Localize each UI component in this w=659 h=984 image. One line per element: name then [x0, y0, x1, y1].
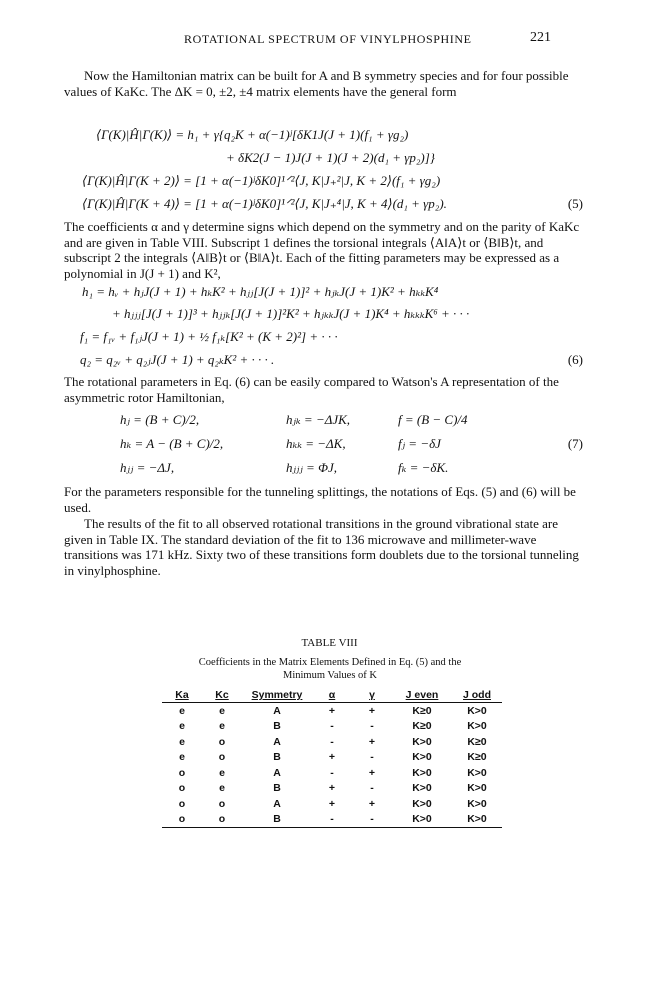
cell-alpha: - [330, 720, 334, 733]
table-subtitle-line-2: Minimum Values of K [282, 670, 377, 681]
table-row [162, 781, 502, 797]
equation-6-line-4: q₂ = q₂ᵥ + q₂ⱼJ(J + 1) + q₂ₖK² + · · · . [80, 352, 275, 367]
equation-7-r3-b: hⱼⱼⱼ = ΦJ, [286, 460, 337, 475]
table-row [162, 750, 502, 766]
cell-kc: e [219, 782, 225, 795]
col-header-gamma: γ [352, 688, 392, 703]
cell-gamma: - [352, 812, 392, 828]
cell-symmetry: A [273, 735, 281, 748]
cell-kc: o [202, 812, 242, 828]
equation-5-number: (5) [567, 196, 583, 211]
cell-symmetry: B [273, 751, 281, 764]
equation-6-number: (6) [567, 352, 583, 367]
paragraph-coefficients: The coefficients α and γ determine signs which depend on the symmetry and on the parity of KaKc and are given in Table VIII. Subscript 1 defines the torsional integrals ⟨A‖A⟩t or ⟨B‖B⟩t, and subscript 2 the integrals ⟨A‖B⟩t or ⟨B‖A⟩t. Each of the fitting parameters may be expressed as a polynomial in J(J + 1) and K², [64, 219, 580, 281]
cell-symmetry: A [273, 704, 281, 717]
cell-gamma: + [368, 797, 376, 810]
cell-kc: e [219, 704, 225, 717]
table-row [162, 703, 502, 719]
paragraph-fit-results: The results of the fit to all observed rotational transitions in the ground vibrational state are given in Table IX. The standard deviation of the fit to 136 microwave and millimeter-wave transitions was 171 kHz. Sixty two of these transitions form doublets due to the torsional tunneling in vinylphosphine. [64, 516, 579, 578]
cell-j-even: K>0 [412, 751, 432, 764]
running-title: ROTATIONAL SPECTRUM OF VINYLPHOSPHINE [184, 32, 472, 46]
col-header-ka: Ka [162, 688, 202, 703]
cell-ka: o [178, 797, 186, 810]
cell-symmetry: B [273, 720, 281, 733]
paragraph-tunneling-notation: For the parameters responsible for the tunneling splittings, the notations of Eqs. (5) and (6) will be used. [64, 484, 576, 515]
cell-gamma: - [370, 720, 374, 733]
equation-7-r1-b: hⱼₖ = −ΔJK, [286, 412, 351, 427]
cell-ka: e [179, 704, 185, 717]
cell-symmetry: B [273, 782, 281, 795]
paragraph-watson: The rotational parameters in Eq. (6) can be easily compared to Watson's A representation of the asymmetric rotor Hamiltonian, [64, 374, 559, 405]
cell-alpha: - [312, 812, 352, 828]
cell-j-odd: K>0 [452, 812, 502, 828]
cell-j-even: K>0 [392, 812, 452, 828]
table-row [162, 765, 502, 781]
col-header-alpha: α [312, 688, 352, 703]
table-row [162, 734, 502, 750]
cell-ka: o [162, 812, 202, 828]
cell-gamma: - [370, 782, 374, 795]
cell-j-even: K>0 [412, 782, 432, 795]
equation-7-r3-a: hⱼⱼ = −ΔJ, [120, 460, 175, 475]
table-row [162, 719, 502, 735]
cell-alpha: + [328, 797, 336, 810]
cell-ka: e [179, 720, 185, 733]
col-header-kc: Kc [202, 688, 242, 703]
cell-symmetry: B [242, 812, 312, 828]
cell-j-odd: K>0 [467, 782, 487, 795]
equation-6-line-3: f₁ = f₁ᵥ + f₁ⱼJ(J + 1) + ½ f₁ₖ[K² + (K + 2)²] + · · · [80, 329, 338, 344]
equation-7-r1-a: hⱼ = (B + C)/2, [120, 412, 200, 427]
cell-j-odd: K≥0 [467, 735, 487, 748]
cell-j-even: K≥0 [412, 704, 432, 717]
cell-j-even: K≥0 [412, 720, 432, 733]
cell-j-odd: K≥0 [467, 751, 487, 764]
equation-5-line-2: + δK2(J − 1)J(J + 1)(J + 2)(d₁ + γp₂)]} [226, 150, 435, 165]
table-row [162, 796, 502, 812]
equation-5-line-1: ⟨Γ(K)|Ĥ|Γ(K)⟩ = h₁ + γ{q₂K + α(−1)ʲ[δK1J(J + 1)(f₁ + γg₂) [96, 127, 409, 142]
cell-kc: o [218, 735, 226, 748]
col-header-j-odd: J odd [452, 688, 502, 703]
equation-5-line-3: ⟨Γ(K)|Ĥ|Γ(K + 2)⟩ = [1 + α(−1)ʲδK0]¹ᐟ²⟨J, K|J₊²|J, K + 2⟩(f₁ + γg₂) [82, 173, 441, 188]
cell-j-even: K>0 [412, 797, 432, 810]
cell-kc: e [219, 720, 225, 733]
table-subtitle-line-1: Coefficients in the Matrix Elements Defined in Eq. (5) and the [198, 657, 462, 668]
table-title: TABLE VIII [301, 637, 358, 649]
cell-j-odd: K>0 [467, 720, 487, 733]
equation-7-r3-c: fₖ = −δK. [398, 460, 449, 475]
page-number: 221 [530, 30, 551, 45]
cell-gamma: + [368, 735, 376, 748]
cell-gamma: + [368, 766, 376, 779]
col-header-symmetry: Symmetry [242, 688, 312, 703]
equation-5-line-4: ⟨Γ(K)|Ĥ|Γ(K + 4)⟩ = [1 + α(−1)ʲδK0]¹ᐟ²⟨J, K|J₊⁴|J, K + 4⟩(d₁ + γp₂). [82, 196, 447, 211]
cell-ka: e [179, 751, 185, 764]
cell-j-odd: K>0 [467, 766, 487, 779]
equation-6-line-1: h₁ = hᵥ + hⱼJ(J + 1) + hₖK² + hⱼⱼ[J(J + 1)]² + hⱼₖJ(J + 1)K² + hₖₖK⁴ [82, 284, 439, 299]
coefficients-table [162, 688, 502, 828]
equation-7-r1-c: f = (B − C)/4 [398, 412, 468, 427]
equation-7-r2-c: fⱼ = −δJ [398, 436, 441, 451]
table-row [162, 812, 502, 828]
cell-gamma: + [368, 704, 376, 717]
cell-j-even: K>0 [412, 735, 432, 748]
equation-7-r2-a: hₖ = A − (B + C)/2, [120, 436, 224, 451]
equation-7-r2-b: hₖₖ = −ΔK, [286, 436, 346, 451]
cell-ka: o [178, 782, 186, 795]
cell-ka: e [179, 735, 185, 748]
cell-gamma: - [370, 751, 374, 764]
col-header-j-even: J even [392, 688, 452, 703]
cell-j-even: K>0 [412, 766, 432, 779]
cell-kc: e [219, 766, 225, 779]
cell-symmetry: A [273, 797, 281, 810]
cell-alpha: + [328, 704, 336, 717]
cell-alpha: - [330, 766, 334, 779]
cell-symmetry: A [273, 766, 281, 779]
cell-kc: o [218, 751, 226, 764]
cell-j-odd: K>0 [467, 797, 487, 810]
cell-alpha: + [328, 782, 336, 795]
equation-7-number: (7) [567, 436, 583, 451]
cell-kc: o [218, 797, 226, 810]
cell-j-odd: K>0 [467, 704, 487, 717]
cell-ka: o [178, 766, 186, 779]
table-header-row [162, 688, 502, 703]
equation-6-line-2: + hⱼⱼⱼ[J(J + 1)]³ + hⱼⱼₖ[J(J + 1)]²K² + hⱼₖₖJ(J + 1)K⁴ + hₖₖₖK⁶ + · · · [112, 306, 470, 321]
paragraph-hamiltonian-intro: Now the Hamiltonian matrix can be built for A and B symmetry species and for four possible values of KaKc. The ΔK = 0, ±2, ±4 matrix elements have the general form [64, 68, 569, 99]
cell-alpha: + [328, 751, 336, 764]
cell-alpha: - [330, 735, 334, 748]
